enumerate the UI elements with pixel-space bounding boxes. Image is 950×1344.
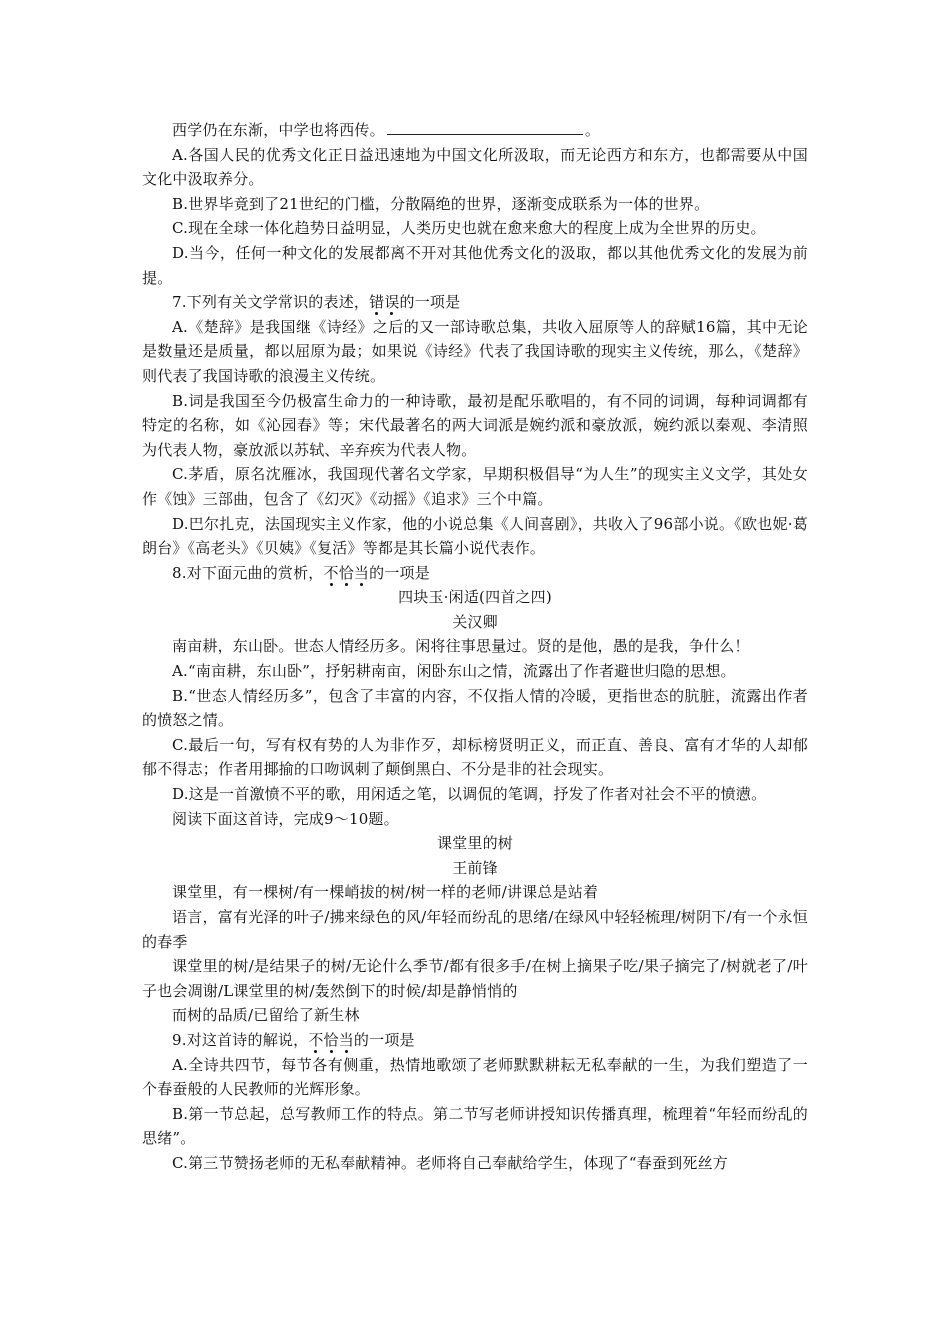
poem-stanza-2: 语言，富有光泽的叶子/拂来绿色的风/年轻而纷乱的思绪/在绿风中轻轻梳理/树阴下/有一个永恒的春季 — [142, 908, 808, 951]
poem-stanza-4: 而树的品质/已留给了新生林 — [172, 1006, 360, 1025]
q6-stem: 西学仍在东渐，中学也将西传。 。 — [172, 121, 601, 139]
reading-intro: 阅读下面这首诗，完成9～10题。 — [172, 809, 399, 828]
emphasis-char: 错 — [369, 293, 385, 312]
poem-stanza-1: 课堂里，有一棵树/有一棵峭拔的树/树一样的老师/讲课总是站着 — [172, 883, 599, 902]
q8-option-c: C.最后一句，写有权有势的人为非作歹，却标榜贤明正义，而正直、善良、富有才华的人却郁郁不得志；作者用揶揄的口吻讽刺了颠倒黑白、不分是非的社会现实。 — [142, 735, 808, 779]
q6-option-b: B.世界毕竟到了21世纪的门槛，分散隔绝的世界，逐渐变成联系为一体的世界。 — [172, 194, 710, 213]
emphasis-char: 恰 — [323, 1030, 339, 1049]
q9-option-b: B.第一节总起，总写教师工作的特点。第二节写老师讲授知识传播真理，梳理着“年轻而纷乱的思绪”。 — [142, 1104, 808, 1148]
q6-option-c: C.现在全球一体化趋势日益明显，人类历史也就在愈来愈大的程度上成为全世界的历史。 — [172, 219, 766, 238]
q8-stem: 8.对下面元曲的赏析，不恰当的一项是 — [172, 563, 430, 582]
emphasis-char: 恰 — [338, 563, 354, 582]
emphasis-char: 不 — [308, 1030, 324, 1049]
reading-poem-title: 课堂里的树 — [436, 834, 513, 853]
answer-blank — [387, 120, 583, 135]
reading-poem-author: 王前锋 — [452, 858, 498, 877]
q9-option-c: C.第三节赞扬老师的无私奉献精神。老师将自己奉献给学生，体现了“春蚕到死丝方 — [172, 1153, 728, 1172]
q8-option-b: B.“世态人情经历多”，包含了丰富的内容，不仅指人情的冷暖，更指世态的肮脏，流露出作者的愤怒之情。 — [142, 686, 808, 730]
emphasis-char: 误 — [384, 293, 400, 312]
emphasis-char: 当 — [338, 1030, 354, 1049]
q8-option-d: D.这是一首激愤不平的歌，用闲适之笔，以调侃的笔调，抒发了作者对社会不平的愤懑。 — [172, 785, 767, 804]
q7-option-a: A.《楚辞》是我国继《诗经》之后的又一部诗歌总集，共收入屈原等人的辞赋16篇，其中无论是数量还是质量，都以屈原为最；如果说《诗经》代表了我国诗歌的现实主义传统，那么，《楚辞》则代表了我国诗歌的浪漫主义传统。 — [142, 317, 808, 385]
q7-option-c: C.茅盾，原名沈雁冰，我国现代著名文学家，早期积极倡导“为人生”的现实主义文学，其处女作《蚀》三部曲，包含了《幻灭》《动摇》《追求》三个中篇。 — [142, 465, 808, 508]
q6-option-a: A.各国人民的优秀文化正日益迅速地为中国文化所汲取，而无论西方和东方，也都需要从中国文化中汲取养分。 — [142, 145, 808, 189]
poem-author: 关汉卿 — [452, 612, 498, 631]
q7-option-b: B.词是我国至今仍极富生命力的一种诗歌，最初是配乐歌唱的，有不同的词调，每种词调都有特定的名称，如《沁园春》等；宋代最著名的两大词派是婉约派和豪放派，婉约派以秦观、李清照为代表人物，豪放派以苏轼、辛弃疾为代表人物。 — [142, 391, 808, 459]
q9-option-a: A.全诗共四节，每节各有侧重，热情地歌颂了老师默默耕耘无私奉献的一生，为我们塑造了一个春蚕般的人民教师的光辉形象。 — [142, 1055, 808, 1099]
poem-stanza-3: 课堂里的树/是结果子的树/无论什么季节/都有很多手/在树上摘果子吃/果子摘完了/树就老了/叶子也会凋谢/L课堂里的树/轰然倒下的时候/却是静悄悄的 — [142, 957, 808, 1000]
poem-text: 南亩耕，东山卧。世态人情经历多。闲将往事思量过。贤的是他，愚的是我，争什么！ — [172, 637, 750, 656]
q8-option-a: A.“南亩耕，东山卧”，抒躬耕南亩，闲卧东山之情，流露出了作者避世归隐的思想。 — [172, 662, 736, 681]
emphasis-char: 当 — [353, 563, 370, 582]
q6-option-d: D.当今，任何一种文化的发展都离不开对其他优秀文化的汲取，都以其他优秀文化的发展为前提。 — [142, 243, 808, 287]
q7-option-d: D.巴尔扎克，法国现实主义作家，他的小说总集《人间喜剧》，共收入了96部小说。《欧也妮·葛朗台》《高老头》《贝姨》《复活》等都是其长篇小说代表作。 — [142, 514, 808, 558]
q9-stem: 9.对这首诗的解说，不恰当的一项是 — [172, 1030, 415, 1049]
poem-title: 四块玉·闲适(四首之四) — [398, 588, 552, 607]
q7-stem: 7.下列有关文学常识的表述，错误的一项是 — [172, 293, 461, 312]
emphasis-char: 不 — [323, 563, 339, 582]
exam-page — [142, 118, 808, 1176]
